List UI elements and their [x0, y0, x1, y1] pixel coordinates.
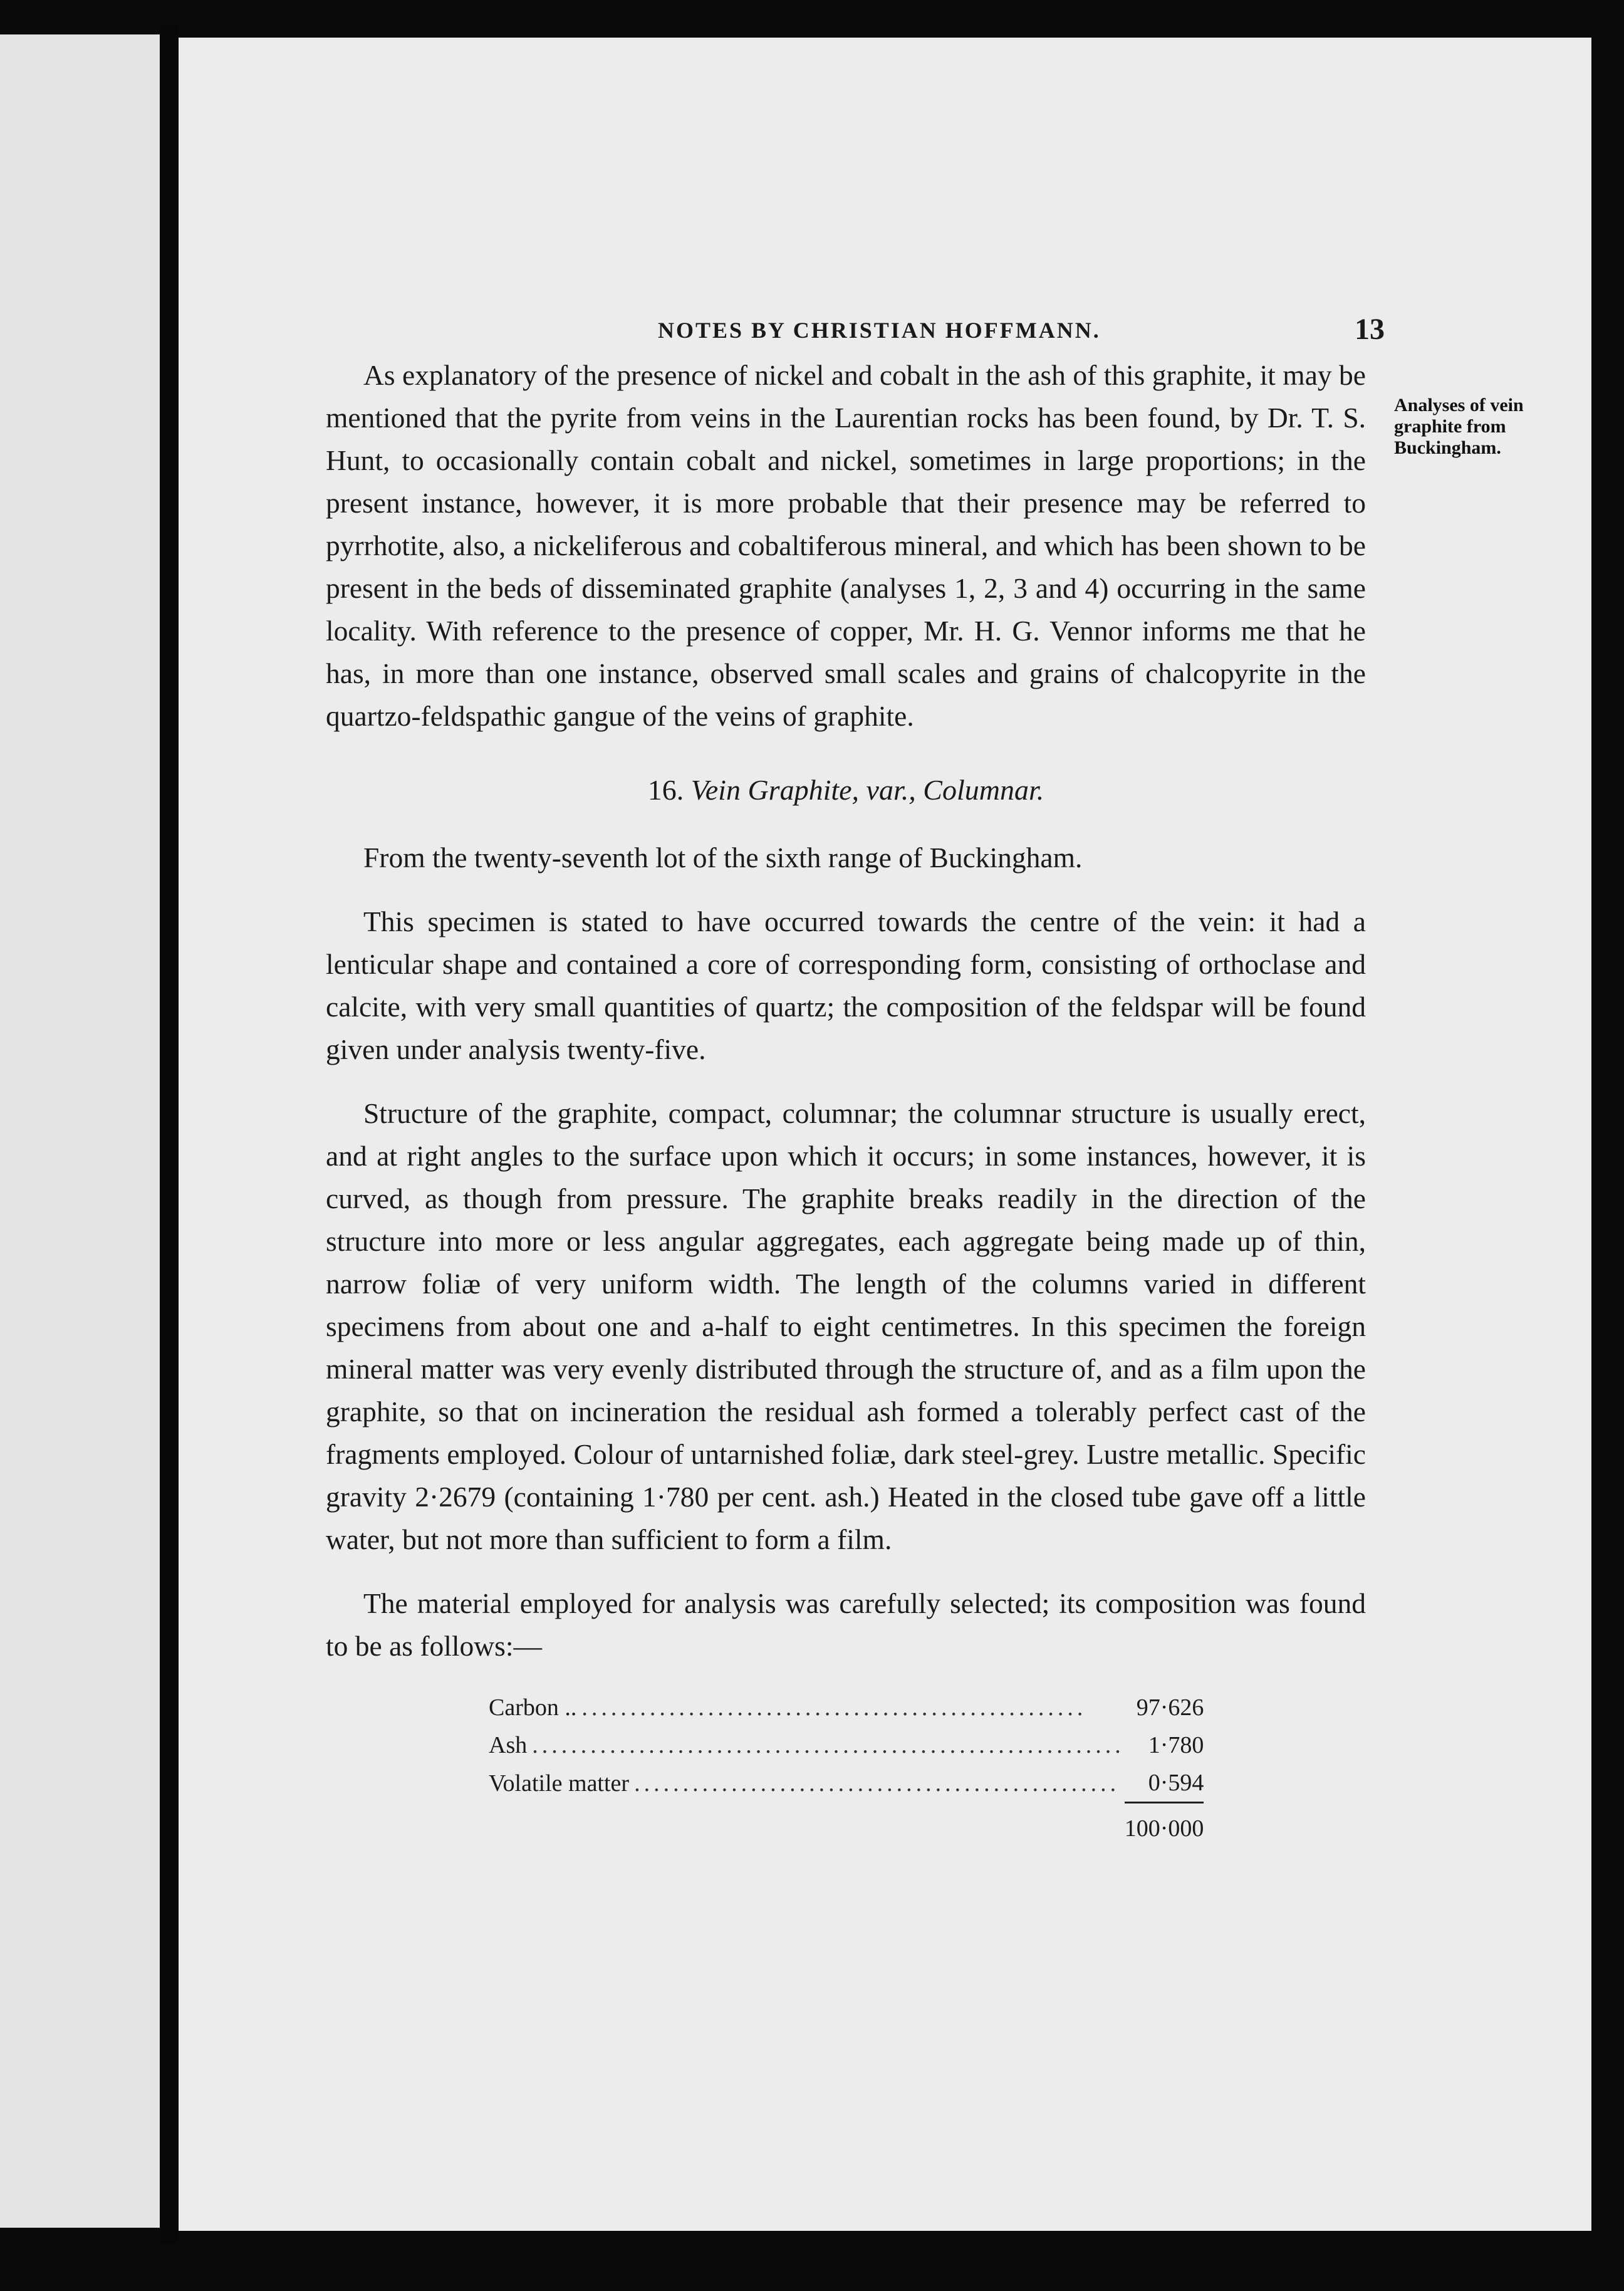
dot-leader: .............................................................	[532, 1732, 1125, 1758]
component-name: Ash	[489, 1732, 532, 1758]
body-text	[326, 354, 1366, 1847]
paragraph: Structure of the graphite, compact, columnar; the columnar structure is usually erect, and at right angles to the surface upon which it occurs; in some instances, however, it is curved, as though from pressure. The graphite breaks readily in the direction of the structure into more or less angular aggregates, each aggregate being made up of thin, narrow foliæ of very uniform width. The length of the columns varied in different specimens from about one and a-half to eight centimetres. In this specimen the foreign mineral matter was very evenly distributed through the structure of, and as a film upon the graphite, so that on incineration the residual ash formed a tolerably perfect cast of the fragments employed. Colour of untarnished foliæ, dark steel-grey. Lustre metallic. Specific gravity 2·2679 (containing 1·780 per cent. ash.) Heated in the closed tube gave off a little water, but not more than sufficient to form a film.	[326, 1097, 1366, 1555]
running-title: NOTES BY CHRISTIAN HOFFMANN.	[658, 318, 1101, 343]
table-total-row	[489, 1803, 1204, 1848]
analysis-table	[489, 1689, 1204, 1847]
table-row	[489, 1764, 1204, 1803]
paragraph: This specimen is stated to have occurred towards the centre of the vein: it had a lenticular shape and contained a core of corresponding form, consisting of orthoclase and calcite, with very small quantities of quartz; the composition of the feldspar will be found given under analysis twenty-five.	[326, 905, 1366, 1065]
table-row	[489, 1726, 1204, 1764]
facing-page-edge	[0, 34, 160, 2228]
component-name: Volatile matter	[489, 1770, 634, 1797]
component-value: 97·626	[1136, 1694, 1204, 1721]
total-value: 100·000	[1125, 1803, 1204, 1848]
component-name: Carbon ..	[489, 1694, 581, 1721]
paragraph: The material employed for analysis was carefully selected; its composition was found to be as follows:—	[326, 1587, 1366, 1662]
component-value: 1·780	[1148, 1732, 1204, 1758]
margin-note: Analyses of vein graphite from Buckingham.	[1394, 395, 1524, 458]
component-value: 0·594	[1148, 1770, 1204, 1796]
paragraph: From the twenty-seventh lot of the sixth range of Buckingham.	[363, 842, 1083, 874]
paragraph: As explanatory of the presence of nickel and cobalt in the ash of this graphite, it may be mentioned that the pyrite from veins in the Laurentian rocks has been found, by Dr. T. S. Hunt, to occasionally contain cobalt and nickel, sometimes in large proportions; in the present instance, however, it is more probable that their presence may be referred to pyrrhotite, also, a nickeliferous and cobaltiferous mineral, and which has been shown to be present in the beds of disseminated graphite (analyses 1, 2, 3 and 4) occurring in the same locality. With reference to the presence of copper, Mr. H. G. Vennor informs me that he has, in more than one instance, observed small scales and grains of chalcopyrite in the quartzo-feldspathic gangue of the veins of graphite.	[326, 359, 1366, 732]
dot-leader: ..................................................	[634, 1770, 1120, 1797]
section-heading	[326, 769, 1366, 812]
dot-leader: ....................................................	[581, 1694, 1087, 1721]
section-title: Vein Graphite, var., Columnar.	[690, 774, 1044, 806]
section-number: 16.	[647, 774, 684, 806]
table-row	[489, 1689, 1204, 1726]
page-number: 13	[1355, 313, 1385, 346]
book-gutter	[160, 25, 179, 2243]
